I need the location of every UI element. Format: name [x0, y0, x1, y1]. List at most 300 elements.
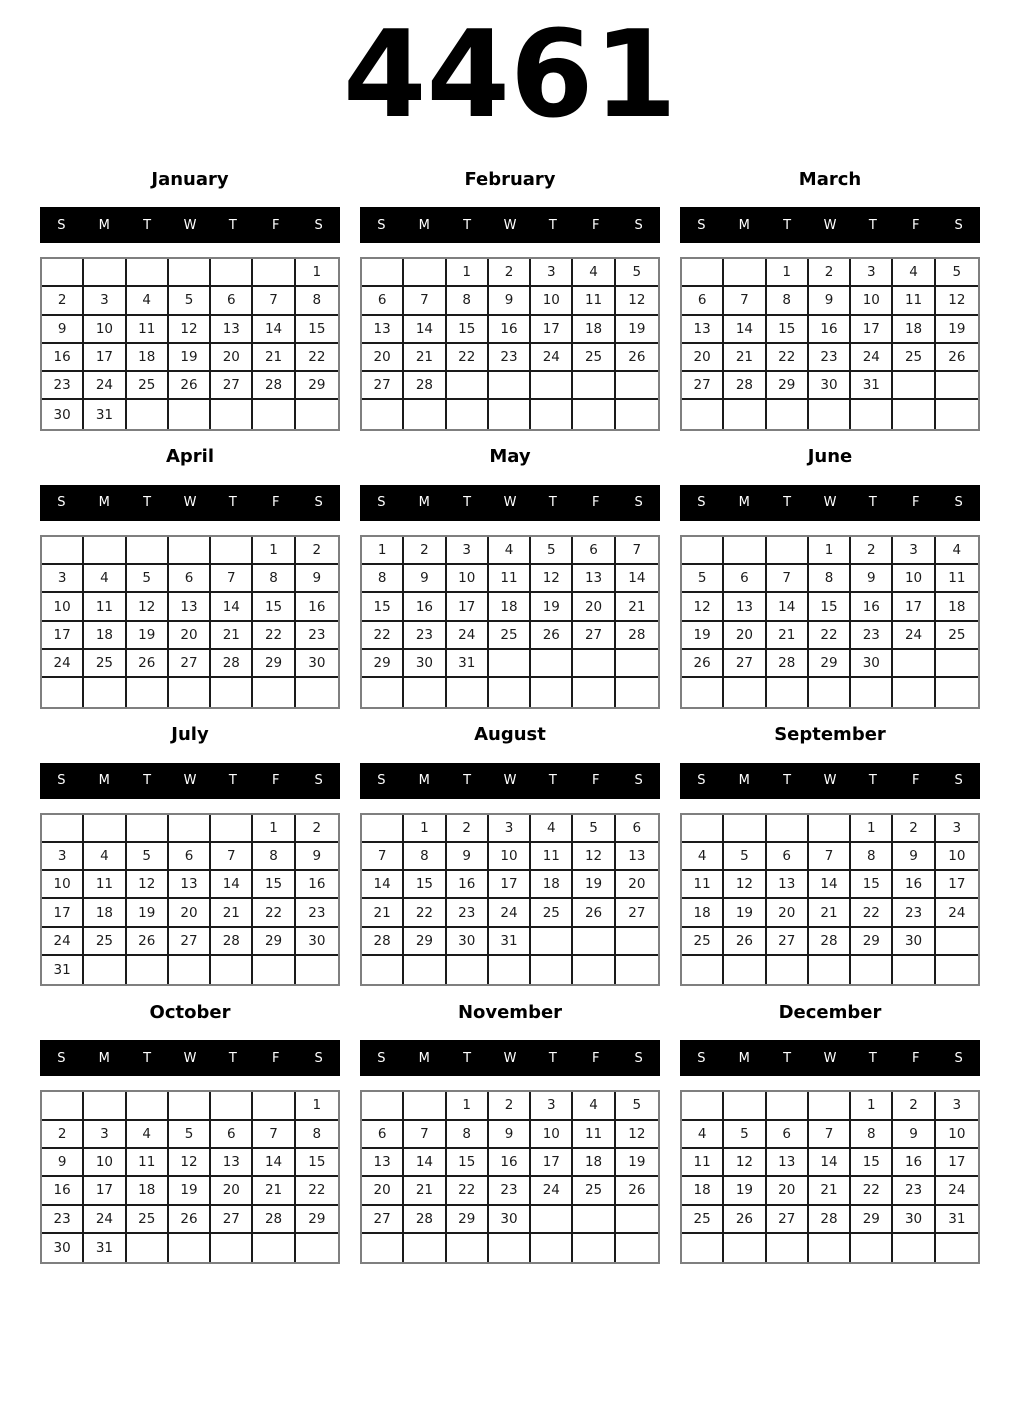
day-cell: 7 — [724, 287, 766, 315]
day-cell: 3 — [489, 815, 531, 843]
day-cell: 29 — [767, 372, 809, 400]
day-cell: 7 — [404, 1121, 446, 1149]
day-cell: 20 — [767, 899, 809, 927]
day-cell: 27 — [169, 928, 211, 956]
month-title: December — [778, 1001, 882, 1023]
day-cell: 20 — [169, 899, 211, 927]
weekday-label: T — [143, 1050, 152, 1066]
day-cell: 14 — [211, 593, 253, 621]
day-cell-empty — [404, 400, 446, 428]
day-cell: 5 — [573, 815, 615, 843]
weekday-label: W — [183, 1050, 197, 1066]
day-cell-empty — [936, 678, 978, 706]
day-cell-empty — [253, 1092, 295, 1120]
day-cell: 4 — [84, 843, 126, 871]
day-cell: 24 — [893, 622, 935, 650]
day-cell-empty — [127, 400, 169, 428]
day-cell: 10 — [42, 871, 84, 899]
weekday-label: T — [548, 495, 557, 511]
weekday-label: S — [954, 773, 963, 789]
day-cell-empty — [767, 1234, 809, 1262]
day-cell-empty — [531, 1234, 573, 1262]
day-cell-empty — [362, 956, 404, 984]
day-cell: 4 — [573, 259, 615, 287]
day-cell: 11 — [573, 1121, 615, 1149]
day-cell-empty — [893, 1234, 935, 1262]
weekday-label: T — [868, 1050, 877, 1066]
weekday-label: M — [98, 217, 110, 233]
day-cell-empty — [573, 372, 615, 400]
day-cell: 5 — [936, 259, 978, 287]
day-cell: 19 — [169, 344, 211, 372]
month-calendar — [40, 998, 340, 1264]
day-cell: 2 — [809, 259, 851, 287]
day-cell: 21 — [253, 1177, 295, 1205]
weekday-label: M — [418, 495, 430, 511]
month-calendar — [360, 721, 660, 987]
day-cell-empty — [362, 400, 404, 428]
day-cell-empty — [616, 956, 658, 984]
day-cell-empty — [573, 678, 615, 706]
day-cell-empty — [84, 259, 126, 287]
day-cell-empty — [296, 1234, 338, 1262]
day-cell: 7 — [211, 843, 253, 871]
weekday-label: S — [377, 773, 386, 789]
day-cell-empty — [84, 537, 126, 565]
day-cell: 23 — [489, 344, 531, 372]
weekday-label: S — [314, 495, 323, 511]
day-cell: 28 — [616, 622, 658, 650]
weekday-header-row — [360, 485, 660, 521]
day-cell: 11 — [531, 843, 573, 871]
weekday-label: S — [634, 1050, 643, 1066]
day-cell-empty — [767, 537, 809, 565]
day-cell: 4 — [489, 537, 531, 565]
day-cell: 22 — [296, 344, 338, 372]
day-cell: 17 — [531, 1149, 573, 1177]
day-cell-empty — [573, 1234, 615, 1262]
day-cell: 28 — [211, 928, 253, 956]
day-cell: 11 — [84, 593, 126, 621]
day-cell: 19 — [616, 1149, 658, 1177]
day-cell: 12 — [169, 316, 211, 344]
weekday-label: W — [503, 1050, 517, 1066]
day-cell: 20 — [616, 871, 658, 899]
day-cell: 6 — [767, 843, 809, 871]
day-cell: 14 — [616, 565, 658, 593]
day-cell: 16 — [893, 871, 935, 899]
day-cell: 7 — [253, 1121, 295, 1149]
day-cell-empty — [616, 928, 658, 956]
day-cell-empty — [127, 1234, 169, 1262]
day-cell: 15 — [253, 871, 295, 899]
weekday-label: S — [954, 495, 963, 511]
day-cell: 21 — [404, 1177, 446, 1205]
day-cell: 13 — [362, 316, 404, 344]
day-cell-empty — [767, 400, 809, 428]
day-cell: 8 — [253, 565, 295, 593]
weekday-label: T — [228, 217, 237, 233]
day-cell: 16 — [42, 1177, 84, 1205]
day-cell: 4 — [573, 1092, 615, 1120]
day-cell: 31 — [489, 928, 531, 956]
day-cell: 10 — [447, 565, 489, 593]
day-cell: 15 — [809, 593, 851, 621]
day-cell: 30 — [42, 400, 84, 428]
day-cell: 19 — [127, 899, 169, 927]
day-cell: 11 — [936, 565, 978, 593]
day-cell-empty — [531, 928, 573, 956]
weekday-label: T — [463, 217, 472, 233]
day-cell: 15 — [447, 316, 489, 344]
day-cell: 1 — [447, 259, 489, 287]
day-cell-empty — [42, 1092, 84, 1120]
day-cell: 18 — [84, 899, 126, 927]
day-cell: 1 — [404, 815, 446, 843]
day-cell-empty — [767, 678, 809, 706]
day-cell: 24 — [489, 899, 531, 927]
weekday-label: M — [738, 217, 750, 233]
weekday-label: W — [503, 773, 517, 789]
weekday-header-row — [360, 1040, 660, 1076]
weekday-label: W — [183, 217, 197, 233]
day-cell: 25 — [127, 372, 169, 400]
day-cell: 16 — [489, 1149, 531, 1177]
day-cell: 7 — [211, 565, 253, 593]
day-cell-empty — [169, 956, 211, 984]
day-cell: 30 — [809, 372, 851, 400]
weekday-label: S — [954, 1050, 963, 1066]
day-cell: 5 — [127, 565, 169, 593]
day-cell: 26 — [724, 1206, 766, 1234]
day-cell: 23 — [42, 1206, 84, 1234]
day-cell-empty — [809, 1234, 851, 1262]
day-cell-empty — [724, 678, 766, 706]
day-cell: 1 — [253, 815, 295, 843]
day-cell: 28 — [809, 928, 851, 956]
weekday-label: M — [98, 1050, 110, 1066]
day-cell: 8 — [447, 287, 489, 315]
day-cell: 23 — [893, 1177, 935, 1205]
weekday-label: T — [548, 1050, 557, 1066]
month-calendar — [360, 165, 660, 431]
day-cell: 4 — [531, 815, 573, 843]
date-grid — [680, 535, 980, 709]
weekday-label: F — [911, 773, 920, 789]
day-cell-empty — [616, 400, 658, 428]
weekday-label: T — [463, 773, 472, 789]
day-cell: 24 — [84, 372, 126, 400]
weekday-label: W — [823, 1050, 837, 1066]
day-cell-empty — [296, 956, 338, 984]
day-cell: 28 — [404, 372, 446, 400]
day-cell: 8 — [851, 843, 893, 871]
day-cell-empty — [616, 1234, 658, 1262]
day-cell: 28 — [211, 650, 253, 678]
day-cell: 23 — [404, 622, 446, 650]
day-cell: 29 — [851, 928, 893, 956]
weekday-label: F — [271, 1050, 280, 1066]
day-cell: 19 — [127, 622, 169, 650]
day-cell-empty — [724, 537, 766, 565]
day-cell-empty — [253, 259, 295, 287]
month-calendar — [680, 165, 980, 431]
day-cell: 18 — [573, 1149, 615, 1177]
day-cell-empty — [531, 400, 573, 428]
day-cell: 3 — [84, 1121, 126, 1149]
weekday-label: S — [377, 217, 386, 233]
day-cell: 27 — [767, 928, 809, 956]
day-cell: 24 — [42, 650, 84, 678]
day-cell: 7 — [404, 287, 446, 315]
day-cell: 22 — [253, 899, 295, 927]
day-cell: 14 — [809, 871, 851, 899]
day-cell: 8 — [296, 287, 338, 315]
date-grid — [680, 257, 980, 431]
day-cell-empty — [211, 1092, 253, 1120]
weekday-header-row — [360, 207, 660, 243]
day-cell-empty — [42, 815, 84, 843]
day-cell: 16 — [851, 593, 893, 621]
day-cell-empty — [84, 956, 126, 984]
day-cell: 13 — [573, 565, 615, 593]
day-cell: 8 — [362, 565, 404, 593]
day-cell: 22 — [851, 899, 893, 927]
day-cell-empty — [893, 678, 935, 706]
day-cell: 24 — [936, 899, 978, 927]
day-cell: 13 — [616, 843, 658, 871]
day-cell-empty — [724, 815, 766, 843]
day-cell-empty — [893, 956, 935, 984]
day-cell-empty — [767, 815, 809, 843]
day-cell: 30 — [296, 928, 338, 956]
weekday-label: T — [143, 217, 152, 233]
date-grid — [360, 813, 660, 987]
day-cell: 15 — [296, 1149, 338, 1177]
day-cell: 1 — [362, 537, 404, 565]
day-cell-empty — [809, 1092, 851, 1120]
day-cell: 6 — [767, 1121, 809, 1149]
weekday-label: F — [271, 217, 280, 233]
day-cell: 13 — [169, 871, 211, 899]
day-cell-empty — [404, 259, 446, 287]
day-cell: 3 — [447, 537, 489, 565]
day-cell: 16 — [296, 871, 338, 899]
day-cell: 9 — [42, 316, 84, 344]
day-cell: 29 — [447, 1206, 489, 1234]
day-cell-empty — [211, 537, 253, 565]
day-cell: 9 — [893, 843, 935, 871]
day-cell: 11 — [489, 565, 531, 593]
day-cell-empty — [724, 400, 766, 428]
day-cell-empty — [682, 1234, 724, 1262]
weekday-label: T — [143, 773, 152, 789]
day-cell: 30 — [404, 650, 446, 678]
day-cell-empty — [682, 400, 724, 428]
day-cell: 1 — [851, 1092, 893, 1120]
day-cell: 7 — [809, 1121, 851, 1149]
day-cell-empty — [253, 400, 295, 428]
day-cell: 26 — [936, 344, 978, 372]
day-cell-empty — [169, 1234, 211, 1262]
day-cell-empty — [893, 372, 935, 400]
day-cell-empty — [447, 1234, 489, 1262]
day-cell: 21 — [211, 622, 253, 650]
day-cell-empty — [936, 372, 978, 400]
day-cell-empty — [936, 1234, 978, 1262]
month-title: June — [807, 446, 853, 468]
day-cell-empty — [616, 650, 658, 678]
day-cell: 19 — [169, 1177, 211, 1205]
day-cell: 30 — [851, 650, 893, 678]
day-cell: 30 — [489, 1206, 531, 1234]
day-cell: 6 — [616, 815, 658, 843]
day-cell: 12 — [616, 1121, 658, 1149]
day-cell: 28 — [404, 1206, 446, 1234]
day-cell: 27 — [767, 1206, 809, 1234]
day-cell: 26 — [169, 372, 211, 400]
day-cell-empty — [682, 259, 724, 287]
day-cell: 27 — [573, 622, 615, 650]
weekday-label: W — [503, 217, 517, 233]
day-cell: 6 — [724, 565, 766, 593]
day-cell: 19 — [724, 1177, 766, 1205]
weekday-label: T — [143, 495, 152, 511]
weekday-label: F — [591, 495, 600, 511]
day-cell: 23 — [851, 622, 893, 650]
weekday-label: F — [591, 773, 600, 789]
day-cell: 26 — [169, 1206, 211, 1234]
day-cell: 25 — [573, 344, 615, 372]
day-cell: 16 — [296, 593, 338, 621]
day-cell: 3 — [936, 815, 978, 843]
day-cell: 21 — [809, 1177, 851, 1205]
day-cell: 22 — [851, 1177, 893, 1205]
weekday-label: T — [228, 773, 237, 789]
day-cell: 20 — [767, 1177, 809, 1205]
day-cell-empty — [84, 1092, 126, 1120]
day-cell: 29 — [809, 650, 851, 678]
weekday-label: T — [783, 1050, 792, 1066]
day-cell: 17 — [489, 871, 531, 899]
day-cell: 29 — [296, 1206, 338, 1234]
day-cell: 31 — [936, 1206, 978, 1234]
day-cell: 22 — [362, 622, 404, 650]
day-cell: 10 — [42, 593, 84, 621]
day-cell: 4 — [682, 1121, 724, 1149]
day-cell: 26 — [616, 1177, 658, 1205]
day-cell: 13 — [767, 871, 809, 899]
day-cell-empty — [682, 815, 724, 843]
day-cell: 25 — [84, 650, 126, 678]
weekday-label: M — [418, 773, 430, 789]
day-cell: 17 — [936, 871, 978, 899]
day-cell: 29 — [253, 928, 295, 956]
weekday-label: F — [911, 1050, 920, 1066]
day-cell-empty — [531, 678, 573, 706]
month-calendar — [680, 443, 980, 709]
day-cell: 2 — [42, 287, 84, 315]
weekday-label: T — [463, 495, 472, 511]
day-cell-empty — [447, 956, 489, 984]
day-cell: 23 — [489, 1177, 531, 1205]
weekday-label: S — [697, 217, 706, 233]
day-cell: 7 — [767, 565, 809, 593]
day-cell: 27 — [211, 372, 253, 400]
day-cell: 13 — [211, 1149, 253, 1177]
date-grid — [680, 813, 980, 987]
day-cell: 14 — [253, 316, 295, 344]
day-cell: 8 — [404, 843, 446, 871]
day-cell: 3 — [84, 287, 126, 315]
day-cell: 17 — [851, 316, 893, 344]
day-cell: 2 — [404, 537, 446, 565]
day-cell: 10 — [489, 843, 531, 871]
day-cell: 6 — [211, 1121, 253, 1149]
day-cell-empty — [531, 650, 573, 678]
day-cell: 20 — [211, 1177, 253, 1205]
day-cell: 3 — [893, 537, 935, 565]
day-cell: 18 — [936, 593, 978, 621]
day-cell: 9 — [809, 287, 851, 315]
day-cell-empty — [169, 537, 211, 565]
day-cell: 17 — [936, 1149, 978, 1177]
day-cell: 5 — [616, 1092, 658, 1120]
day-cell: 27 — [362, 1206, 404, 1234]
weekday-label: S — [57, 1050, 66, 1066]
day-cell-empty — [211, 815, 253, 843]
weekday-header-row — [680, 485, 980, 521]
day-cell: 4 — [936, 537, 978, 565]
day-cell: 11 — [893, 287, 935, 315]
day-cell: 8 — [447, 1121, 489, 1149]
day-cell: 14 — [404, 1149, 446, 1177]
day-cell: 28 — [253, 372, 295, 400]
weekday-label: T — [228, 495, 237, 511]
weekday-label: S — [954, 217, 963, 233]
weekday-header-row — [680, 763, 980, 799]
day-cell-empty — [169, 678, 211, 706]
day-cell: 7 — [253, 287, 295, 315]
day-cell-empty — [253, 1234, 295, 1262]
day-cell: 20 — [211, 344, 253, 372]
day-cell: 21 — [253, 344, 295, 372]
day-cell: 8 — [809, 565, 851, 593]
day-cell-empty — [851, 400, 893, 428]
day-cell: 11 — [127, 1149, 169, 1177]
day-cell: 12 — [573, 843, 615, 871]
day-cell: 1 — [809, 537, 851, 565]
day-cell: 3 — [936, 1092, 978, 1120]
weekday-label: T — [463, 1050, 472, 1066]
day-cell: 12 — [724, 871, 766, 899]
day-cell: 25 — [682, 1206, 724, 1234]
day-cell: 26 — [724, 928, 766, 956]
day-cell: 23 — [296, 622, 338, 650]
day-cell: 29 — [851, 1206, 893, 1234]
day-cell: 19 — [573, 871, 615, 899]
day-cell: 17 — [447, 593, 489, 621]
day-cell: 27 — [682, 372, 724, 400]
day-cell: 4 — [84, 565, 126, 593]
weekday-label: M — [98, 773, 110, 789]
day-cell-empty — [404, 1092, 446, 1120]
day-cell: 10 — [84, 1149, 126, 1177]
day-cell: 26 — [573, 899, 615, 927]
day-cell: 15 — [851, 871, 893, 899]
day-cell: 22 — [447, 1177, 489, 1205]
day-cell: 25 — [573, 1177, 615, 1205]
